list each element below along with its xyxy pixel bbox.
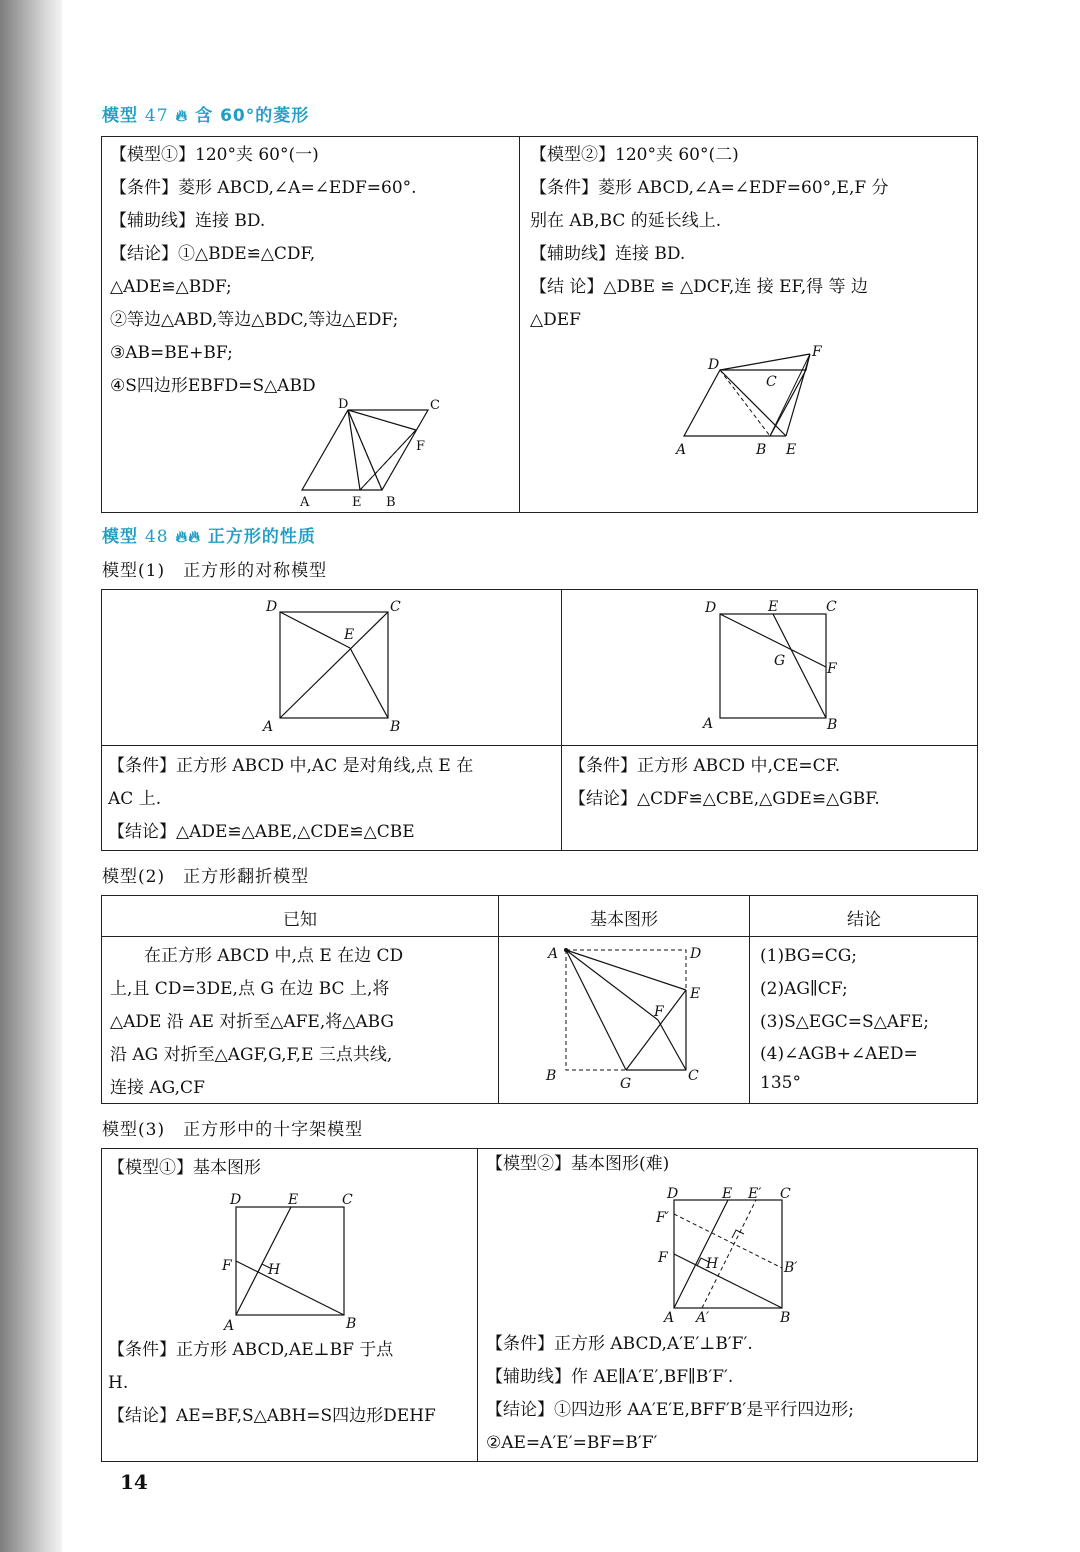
label-A: A	[676, 442, 687, 458]
label-E: E	[722, 1186, 733, 1202]
label-D: D	[266, 599, 278, 615]
square-cross-shifted-figure	[652, 1180, 812, 1330]
sub-model-1-title: 模型(1) 正方形的对称模型	[102, 561, 328, 581]
text-line: 【模型①】120°夹 60°(一)	[110, 145, 319, 165]
label-F: F	[812, 344, 822, 360]
text-line: 【结论】△ADE≌△ABE,△CDE≌△CBE	[108, 822, 415, 842]
header-known: 已知	[283, 910, 317, 930]
text-line: △DEF	[530, 310, 581, 330]
text-line: 【模型②】120°夹 60°(二)	[530, 145, 739, 165]
text-line: 【条件】菱形 ABCD,∠A=∠EDF=60°,E,F 分	[530, 178, 889, 198]
label-A: A	[548, 946, 559, 962]
book-spine-shadow	[0, 0, 62, 1552]
flame-icon: 🔥︎	[175, 527, 189, 546]
table-divider	[102, 936, 977, 937]
text-line: ③AB=BE+BF;	[110, 343, 233, 363]
text-line: △ADE 沿 AE 对折至△AFE,将△ABG	[110, 1012, 394, 1032]
text-line: 【辅助线】连接 BD.	[110, 211, 266, 231]
label-C: C	[430, 398, 440, 413]
square-equal-segments-figure	[698, 595, 848, 735]
label-D: D	[667, 1186, 679, 1202]
label-C: C	[766, 374, 777, 390]
model-title: 含 60°的菱形	[195, 106, 310, 126]
square-cross-figure	[218, 1186, 368, 1336]
page-number: 14	[120, 1470, 148, 1494]
label-A-prime: A′	[696, 1310, 710, 1326]
text-line: 【结论】①四边形 AA′E′E,BFF′B′是平行四边形;	[486, 1400, 854, 1420]
label-E: E	[690, 986, 701, 1002]
model-48-heading	[102, 522, 316, 547]
label-D: D	[690, 946, 702, 962]
square-folding-figure	[540, 940, 710, 1095]
model-47-heading	[102, 101, 309, 126]
label-B: B	[346, 1316, 357, 1332]
header-conclusion: 结论	[847, 910, 881, 930]
symmetry-left-text	[108, 750, 473, 849]
text-line: (2)AG∥CF;	[760, 979, 848, 999]
text-line: ②等边△ABD,等边△BDC,等边△EDF;	[110, 310, 399, 330]
flame-icon: 🔥︎	[175, 106, 189, 125]
label-G: G	[620, 1076, 632, 1092]
text-line: 135°	[760, 1073, 801, 1093]
label-B: B	[756, 442, 767, 458]
folding-conclusions	[760, 940, 929, 1097]
model-label: 模型	[102, 106, 138, 126]
text-line: 【条件】菱形 ABCD,∠A=∠EDF=60°.	[110, 178, 417, 198]
label-E-prime: E′	[748, 1186, 762, 1202]
model-number: 48	[144, 527, 169, 547]
label-E: E	[768, 599, 779, 615]
label-G: G	[774, 653, 786, 669]
header-figure: 基本图形	[590, 910, 658, 930]
sub-model-2-title: 模型(2) 正方形翻折模型	[102, 867, 310, 887]
symmetry-right-text	[569, 750, 880, 816]
text-line: 连接 AG,CF	[110, 1078, 205, 1098]
label-F: F	[658, 1250, 668, 1266]
text-line: 【条件】正方形 ABCD 中,CE=CF.	[569, 756, 841, 776]
text-line: 【结 论】△DBE ≌ △DCF,连 接 EF,得 等 边	[530, 277, 868, 297]
rhombus-figure-1	[290, 395, 460, 510]
label-C: C	[780, 1186, 791, 1202]
label-E: E	[288, 1192, 299, 1208]
label-B: B	[780, 1310, 791, 1326]
text-line: 【条件】正方形 ABCD 中,AC 是对角线,点 E 在	[108, 756, 474, 776]
text-line: AC 上.	[108, 789, 162, 809]
table-divider	[519, 137, 520, 512]
text-line: 【结论】△CDF≌△CBE,△GDE≌△GBF.	[569, 789, 880, 809]
text-line: (3)S△EGC=S△AFE;	[760, 1012, 929, 1032]
label-A: A	[664, 1310, 675, 1326]
text-line: 沿 AG 对折至△AGF,G,F,E 三点共线,	[110, 1045, 393, 1065]
label-C: C	[688, 1068, 699, 1084]
label-D: D	[338, 397, 349, 412]
cross-left-head: 【模型①】基本图形	[108, 1158, 261, 1178]
flame-icon: 🔥︎	[188, 527, 201, 546]
folding-known-text	[110, 940, 403, 1105]
text-line: 在正方形 ABCD 中,点 E 在边 CD	[110, 946, 404, 966]
label-B-prime: B′	[784, 1260, 798, 1276]
sub-model-3-title: 模型(3) 正方形中的十字架模型	[102, 1120, 364, 1140]
label-E: E	[352, 495, 362, 510]
text-line: (1)BG=CG;	[760, 946, 858, 966]
text-line: ②AE=A′E′=BF=B′F′	[486, 1433, 658, 1453]
text-line: △ADE≌△BDF;	[110, 277, 232, 297]
cross-right-head: 【模型②】基本图形(难)	[486, 1154, 670, 1174]
text-line: 【结论】①△BDE≌△CDF,	[110, 244, 316, 264]
label-D: D	[230, 1192, 242, 1208]
text-line: 别在 AB,BC 的延长线上.	[530, 211, 722, 231]
cross-left-text	[108, 1334, 436, 1433]
label-H: H	[268, 1262, 281, 1278]
table-divider	[477, 1149, 478, 1461]
label-A: A	[224, 1318, 235, 1334]
label-B: B	[386, 495, 396, 510]
label-A: A	[263, 719, 274, 735]
text-line: 【辅助线】连接 BD.	[530, 244, 686, 264]
text-line: 【辅助线】作 AE∥A′E′,BF∥B′F′.	[486, 1367, 734, 1387]
text-line: (4)∠AGB+∠AED=	[760, 1044, 918, 1064]
label-C: C	[826, 599, 837, 615]
label-E: E	[344, 627, 355, 643]
rhombus-figure-2	[670, 340, 835, 460]
label-B: B	[390, 719, 401, 735]
model-title: 正方形的性质	[207, 527, 316, 547]
label-B: B	[546, 1068, 557, 1084]
label-F: F	[654, 1004, 664, 1020]
text-line: 【条件】正方形 ABCD,AE⊥BF 于点	[108, 1340, 394, 1360]
label-F: F	[222, 1258, 232, 1274]
text-line: 上,且 CD=3DE,点 G 在边 BC 上,将	[110, 979, 390, 999]
label-C: C	[390, 599, 401, 615]
text-line: 【结论】AE=BF,S△ABH=S四边形DEHF	[108, 1406, 436, 1426]
text-line: H.	[108, 1373, 129, 1393]
cross-right-text	[486, 1328, 854, 1460]
label-B: B	[827, 717, 838, 733]
label-D: D	[705, 600, 717, 616]
label-F: F	[827, 661, 837, 677]
model-47-left-text	[110, 139, 417, 403]
model-number: 47	[144, 106, 169, 126]
model-label: 模型	[102, 527, 138, 547]
text-line: ④S四边形EBFD=S△ABD	[110, 376, 316, 396]
model-47-right-text	[530, 139, 889, 337]
label-C: C	[342, 1192, 353, 1208]
table-divider	[102, 745, 977, 746]
label-A: A	[703, 716, 714, 732]
text-line: 【条件】正方形 ABCD,A′E′⊥B′F′.	[486, 1334, 753, 1354]
label-E: E	[786, 442, 797, 458]
square-diagonal-figure	[258, 595, 408, 735]
label-H: H	[706, 1256, 719, 1272]
label-F-prime: F′	[656, 1210, 669, 1226]
label-A: A	[300, 495, 310, 510]
label-F: F	[416, 439, 426, 454]
table-divider	[561, 590, 562, 850]
label-D: D	[708, 357, 720, 373]
